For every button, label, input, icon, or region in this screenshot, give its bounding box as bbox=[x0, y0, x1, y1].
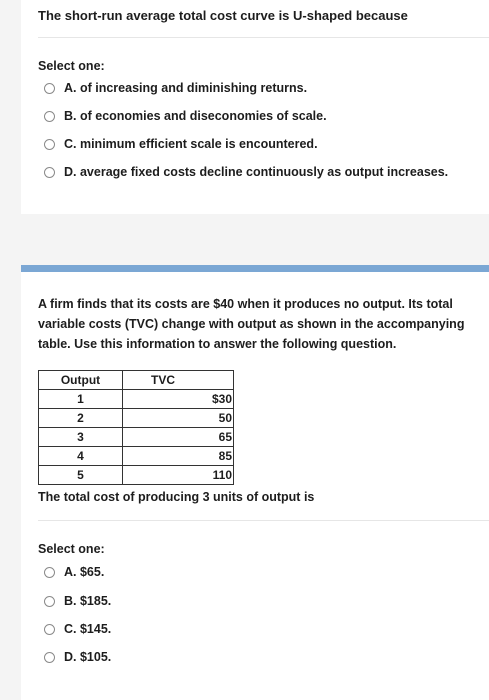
select-one-label: Select one: bbox=[38, 59, 105, 73]
table-row bbox=[39, 409, 234, 428]
q2-option-b[interactable] bbox=[44, 594, 111, 608]
table-cell-tvc: 110 bbox=[123, 466, 234, 485]
question-accent-bar bbox=[21, 265, 489, 272]
q1-option-b-label: B. of economies and diseconomies of scale. bbox=[64, 109, 327, 123]
q1-option-a[interactable] bbox=[44, 81, 307, 95]
q2-option-c[interactable] bbox=[44, 622, 111, 636]
question-1-text: The short-run average total cost curve is U-shaped because bbox=[38, 8, 408, 23]
table-cell-tvc: 65 bbox=[123, 428, 234, 447]
question-divider bbox=[38, 520, 489, 521]
table-row bbox=[39, 428, 234, 447]
table-cell-tvc: 85 bbox=[123, 447, 234, 466]
q1-option-a-label: A. of increasing and diminishing returns. bbox=[64, 81, 308, 95]
q1-option-c-label: C. minimum efficient scale is encountered. bbox=[64, 137, 318, 151]
q1-option-c[interactable] bbox=[44, 137, 318, 151]
table-cell-tvc: $30 bbox=[123, 390, 234, 409]
table-cell-output: 3 bbox=[39, 428, 123, 447]
radio-button-icon[interactable] bbox=[44, 139, 55, 150]
q2-option-d-label: D. $105. bbox=[64, 650, 112, 664]
radio-button-icon[interactable] bbox=[44, 624, 55, 635]
table-cell-tvc: 50 bbox=[123, 409, 234, 428]
radio-button-icon[interactable] bbox=[44, 567, 55, 578]
table-row bbox=[39, 390, 234, 409]
radio-button-icon[interactable] bbox=[44, 652, 55, 663]
q2-option-c-label: C. $145. bbox=[64, 622, 112, 636]
tvc-table bbox=[38, 370, 234, 485]
question-divider bbox=[38, 37, 489, 38]
q2-option-a-label: A. $65. bbox=[64, 565, 105, 579]
question-2-paragraph: A firm finds that its costs are $40 when it produces no output. Its total variable costs (TVC) change with output as shown in the accompanying table. Use this information to answer the following question. bbox=[38, 297, 465, 351]
table-header-tvc: TVC bbox=[123, 371, 234, 390]
radio-button-icon[interactable] bbox=[44, 596, 55, 607]
table-cell-output: 4 bbox=[39, 447, 123, 466]
select-one-label: Select one: bbox=[38, 542, 105, 556]
question-2-text: The total cost of producing 3 units of output is bbox=[38, 490, 315, 504]
q2-option-b-label: B. $185. bbox=[64, 594, 112, 608]
question-card-1 bbox=[21, 0, 489, 214]
radio-button-icon[interactable] bbox=[44, 167, 55, 178]
table-row bbox=[39, 466, 234, 485]
table-header-output: Output bbox=[39, 371, 123, 390]
radio-button-icon[interactable] bbox=[44, 83, 55, 94]
q1-option-d-label: D. average fixed costs decline continuously as output increases. bbox=[64, 165, 449, 179]
table-row bbox=[39, 447, 234, 466]
q2-option-d[interactable] bbox=[44, 650, 111, 664]
radio-button-icon[interactable] bbox=[44, 111, 55, 122]
table-cell-output: 1 bbox=[39, 390, 123, 409]
table-cell-output: 5 bbox=[39, 466, 123, 485]
q2-option-a[interactable] bbox=[44, 565, 104, 579]
q1-option-b[interactable] bbox=[44, 109, 327, 123]
table-cell-output: 2 bbox=[39, 409, 123, 428]
table-header-row bbox=[39, 371, 234, 390]
q1-option-d[interactable] bbox=[44, 165, 448, 179]
